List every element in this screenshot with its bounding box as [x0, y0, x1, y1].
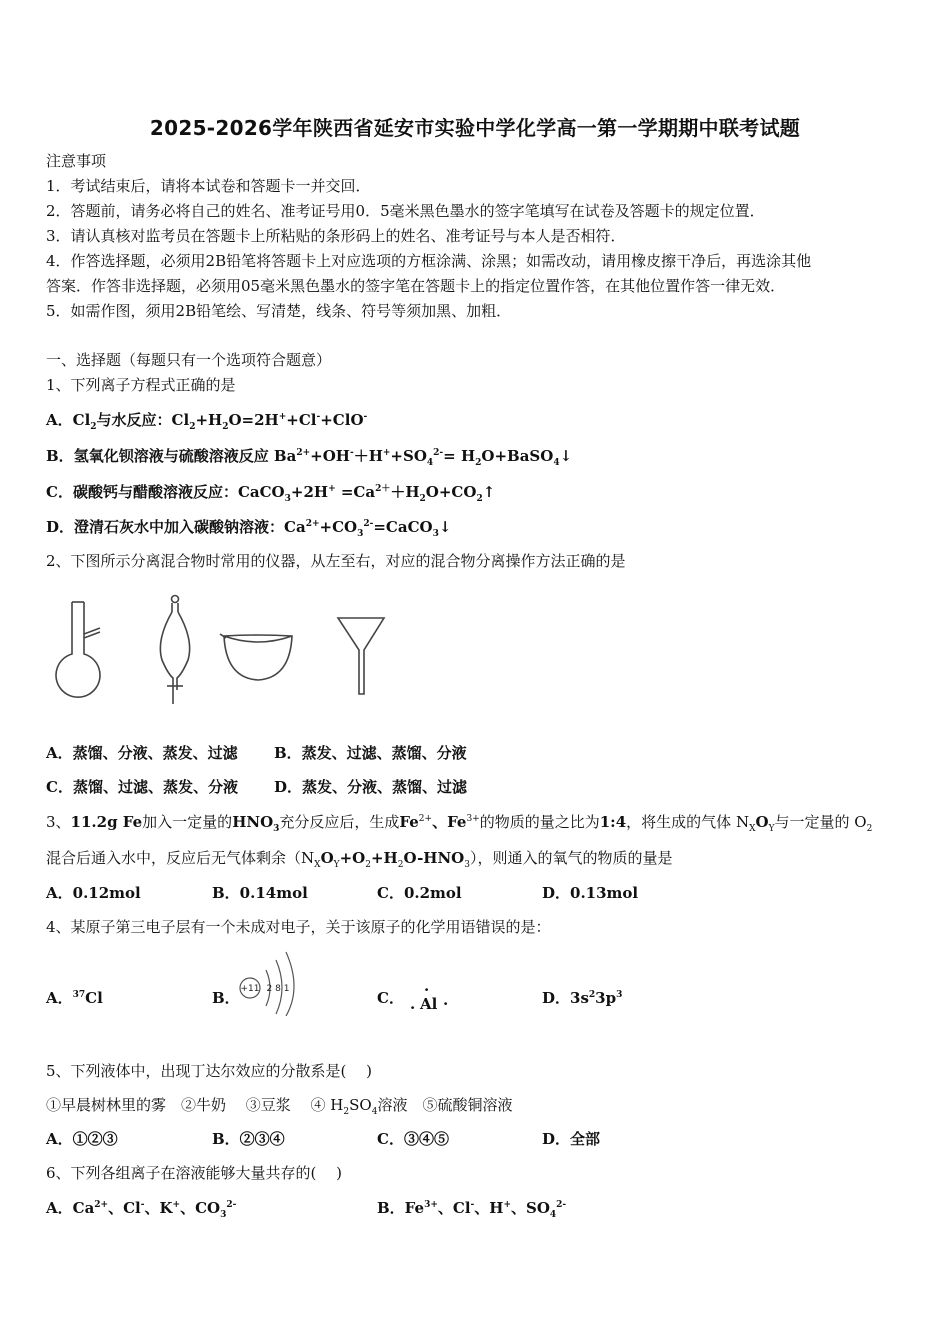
q1-option-c: C．碳酸钙与醋酸溶液反应：CaCO$_3$+2H+ $=Ca^{2+}+H_2O+CO_2↑$ [46, 483, 496, 504]
q4-stem: 4、某原子第三电子层有一个未成对电子，关于该原子的化学用语错误的是： [46, 918, 551, 936]
q3-option-c: C．0.2mol [377, 884, 462, 902]
q1-option-a: A．$Cl_2$与水反应：$Cl_2+H_2O=2H^++Cl^-+ClO^-$ [46, 411, 368, 432]
notice-heading: 注意事项 [46, 152, 107, 170]
page-title: 2025-2026学年陕西省延安市实验中学化学高一第一学期期中联考试题 [149, 116, 801, 140]
q2-option-d: D．蒸发、分液、蒸馏、过滤 [274, 778, 468, 796]
q3-option-a: A．0.12mol [46, 884, 141, 902]
q4-option-c-label: C． [377, 989, 404, 1007]
notice-item-3: 3．请认真核对监考员在答题卡上所粘贴的条形码上的姓名、准考证号与本人是否相符． [46, 227, 626, 245]
q5-stem: 5、下列液体中，出现丁达尔效应的分散系是( ) [46, 1062, 373, 1080]
q4-option-a: A．$^{37}$Cl [46, 989, 103, 1007]
electron-dot-right-icon: · [443, 995, 449, 1013]
shell-electrons-label: 2 8 1 [266, 984, 290, 994]
q3-option-b: B．0.14mol [212, 884, 308, 902]
q1-option-b: B．氢氧化钡溶液与硫酸溶液反应 $Ba^{2+}+OH^-+H^++SO_4^{2-}=$ $H_2O+BaSO_4↓$ [46, 447, 573, 468]
element-symbol: Al [420, 995, 438, 1013]
separatory-funnel-icon [160, 596, 189, 705]
q5-option-a: A．①②③ [46, 1130, 118, 1148]
q2-option-c: C．蒸馏、过滤、蒸发、分液 [46, 778, 238, 796]
evaporating-dish-icon [220, 634, 292, 680]
q5-option-d: D．全部 [542, 1130, 601, 1148]
q3-stem-line1: 3、11.2g Fe加入一定量的$HNO_3$充分反应后，生成$Fe^{2+}$、$Fe^{3+}$的物质的量之比为1:4，将生成的气体 $N_XO_Y$与一定量的 $O_2$ [46, 813, 873, 834]
filter-funnel-icon [338, 618, 384, 694]
notice-item-4: 4．作答选择题，必须用2B铅笔将答题卡上对应选项的方框涂满、涂黑；如需改动，请用橡皮擦干净后，再选涂其他 [46, 252, 812, 270]
nucleus-label: +11 [240, 984, 260, 994]
q6-option-a: A．$Ca^{2+}$、Cl-、K+、$CO_3^{2-}$ [46, 1199, 237, 1220]
electron-dot-top-icon: · [424, 981, 430, 999]
q2-option-a: A．蒸馏、分液、蒸发、过滤 [46, 744, 238, 762]
section-heading: 一、选择题（每题只有一个选项符合题意） [46, 351, 332, 369]
distillation-flask-icon [56, 602, 100, 697]
q6-option-b: B．$Fe^{3+}$、Cl-、H+、$SO_4^{2-}$ [377, 1199, 567, 1220]
q6-stem: 6、下列各组离子在溶液能够大量共存的( ) [46, 1164, 343, 1182]
q1-stem: 1、下列离子方程式正确的是 [46, 376, 236, 394]
q2-option-b: B．蒸发、过滤、蒸馏、分液 [274, 744, 467, 762]
notice-item-4-cont: 答案．作答非选择题，必须用05毫米黑色墨水的签字笔在答题卡上的指定位置作答，在其他位置作答一律无效． [46, 277, 786, 295]
q4-option-b-label: B． [212, 989, 240, 1007]
q4-option-d: D．$3s^23p^3$ [542, 989, 623, 1007]
q3-option-d: D．0.13mol [542, 884, 639, 902]
q5-choices: ①早晨树林里的雾 ②牛奶 ③豆浆 ④ $H_2SO_4$溶液 ⑤硫酸铜溶液 [46, 1096, 513, 1117]
notice-item-1: 1．考试结束后，请将本试卷和答题卡一并交回． [46, 177, 371, 195]
q3-stem-line2: 混合后通入水中，反应后无气体剩余$(N_XO_Y+O_2+H_2O-HNO_3)$，则通入的氧气的物质的量是 [46, 849, 673, 870]
electron-dot-left-icon: . [410, 995, 416, 1013]
lab-apparatus-figure [44, 590, 394, 720]
q2-stem: 2、下图所示分离混合物时常用的仪器，从左至右，对应的混合物分离操作方法正确的是 [46, 552, 626, 570]
notice-item-5: 5．如需作图，须用2B铅笔绘、写清楚，线条、符号等须加黑、加粗． [46, 302, 512, 320]
notice-item-2: 2．答题前，请务必将自己的姓名、准考证号用0．5毫米黑色墨水的签字笔填写在试卷及答题卡的规定位置． [46, 202, 765, 220]
q5-option-c: C．③④⑤ [377, 1130, 449, 1148]
q1-option-d: D．澄清石灰水中加入碳酸钠溶液：$Ca^{2+}+CO_3^{2-}=CaCO_3↓$ [46, 518, 452, 539]
atomic-structure-diagram [236, 946, 304, 1016]
q5-option-b: B．②③④ [212, 1130, 285, 1148]
